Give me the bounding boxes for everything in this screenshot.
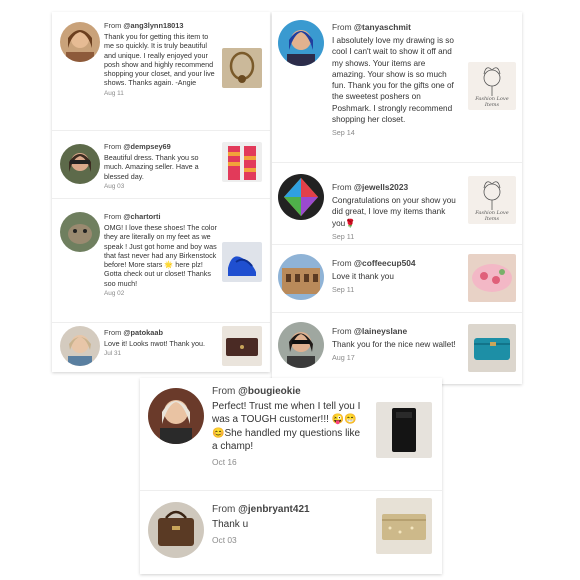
thumb-caption: Fashion Love Items: [475, 96, 509, 108]
review-text: Congratulations on your show you did great, I love my items thank you🌹: [332, 196, 456, 228]
stained-glass-avatar[interactable]: [278, 174, 324, 220]
review-author[interactable]: From @coffeecup504: [332, 258, 416, 268]
flower-drawing-item[interactable]: [468, 62, 516, 110]
user-avatar[interactable]: [278, 20, 324, 66]
review-date: Sep 14: [332, 128, 355, 138]
user-avatar[interactable]: [60, 22, 100, 62]
teal-wallet-item[interactable]: [468, 324, 516, 372]
chain-necklace-item[interactable]: [222, 48, 262, 88]
review-text: OMG! I love these shoes! The color they are literally on my feet as we speak ! Just got home and boy was that fast never had any Birkenstock before! More stars 🌟 here plz! Gotta check out ur closet! Thanks soo much!: [104, 223, 217, 288]
thumb-caption: Fashion Love Items: [475, 210, 509, 222]
review-author[interactable]: From @jenbryant421: [212, 504, 310, 515]
review-item: [52, 198, 270, 323]
review-date: Aug 03: [104, 182, 125, 190]
review-text: Beautiful dress. Thank you so much. Amazing seller. Have a blessed day.: [104, 153, 199, 181]
review-item: [52, 12, 270, 131]
review-author[interactable]: From @dempsey69: [104, 142, 171, 151]
review-text: Thank you for getting this item to me so quickly. It is truly beautiful and unique. I really enjoyed your posh show and highly recommend shopping your closet, and your live shows. Thanks again. -Angie: [104, 32, 215, 88]
colosseum-avatar[interactable]: [278, 254, 324, 300]
handbag-avatar[interactable]: [148, 502, 204, 558]
review-date: Aug 11: [104, 89, 124, 97]
review-item: [140, 490, 442, 574]
review-text: I absolutely love my drawing is so cool I can't wait to show it off and my shows. Your items are amazing. Your show is so much fun. Thank you for the gifts one of the sweetest poshers on Poshmark. I strongly recommend shopping her closet.: [332, 36, 454, 125]
review-author[interactable]: From @jewells2023: [332, 182, 409, 192]
user-avatar[interactable]: [278, 322, 324, 368]
review-date: Aug 02: [104, 290, 125, 298]
review-date: Aug 17: [332, 353, 355, 363]
review-item: [52, 322, 270, 372]
user-avatar[interactable]: [148, 388, 204, 444]
review-date: Jul 31: [104, 350, 122, 358]
reviews-panel-right: [272, 12, 522, 384]
gold-clutch-item[interactable]: [376, 498, 432, 554]
review-date: Sep 11: [332, 285, 355, 295]
review-date: Oct 16: [212, 457, 237, 468]
wallet-item[interactable]: [222, 326, 262, 366]
review-date: Sep 11: [332, 231, 355, 241]
black-wallet-item[interactable]: [376, 402, 432, 458]
review-item: [52, 130, 270, 199]
review-item: [272, 312, 522, 384]
user-avatar[interactable]: [60, 326, 100, 366]
review-date: Oct 03: [212, 535, 237, 546]
review-author[interactable]: From @laineyslane: [332, 326, 408, 336]
review-item: [272, 12, 522, 163]
review-author[interactable]: From @tanyaschmit: [332, 22, 411, 32]
review-item: [272, 162, 522, 245]
review-item: [272, 244, 522, 313]
flower-drawing-item[interactable]: [468, 176, 516, 224]
reviews-panel-left: [52, 12, 270, 372]
review-author[interactable]: From @chartorti: [104, 212, 161, 221]
blue-shoes-item[interactable]: [222, 242, 262, 282]
review-author[interactable]: From @ang3lynn18013: [104, 21, 184, 30]
striped-dress-item[interactable]: [222, 142, 262, 182]
review-text: Love it thank you: [332, 272, 394, 281]
reviews-panel-bottom: [140, 378, 442, 574]
review-author[interactable]: From @bougieokie: [212, 386, 301, 397]
user-avatar[interactable]: [60, 212, 100, 252]
review-text: Perfect! Trust me when I tell you I was a TOUGH customer!!! 😜😁😊She handled my questions like a champ!: [212, 401, 361, 452]
review-author[interactable]: From @patokaab: [104, 328, 163, 337]
review-text: Thank u: [212, 519, 249, 530]
review-item: [140, 378, 442, 491]
user-avatar[interactable]: [60, 144, 100, 184]
review-text: Thank you for the nice new wallet!: [332, 340, 456, 349]
review-text: Love it! Looks nwot! Thank you.: [104, 339, 205, 348]
floral-scarf-item[interactable]: [468, 254, 516, 302]
